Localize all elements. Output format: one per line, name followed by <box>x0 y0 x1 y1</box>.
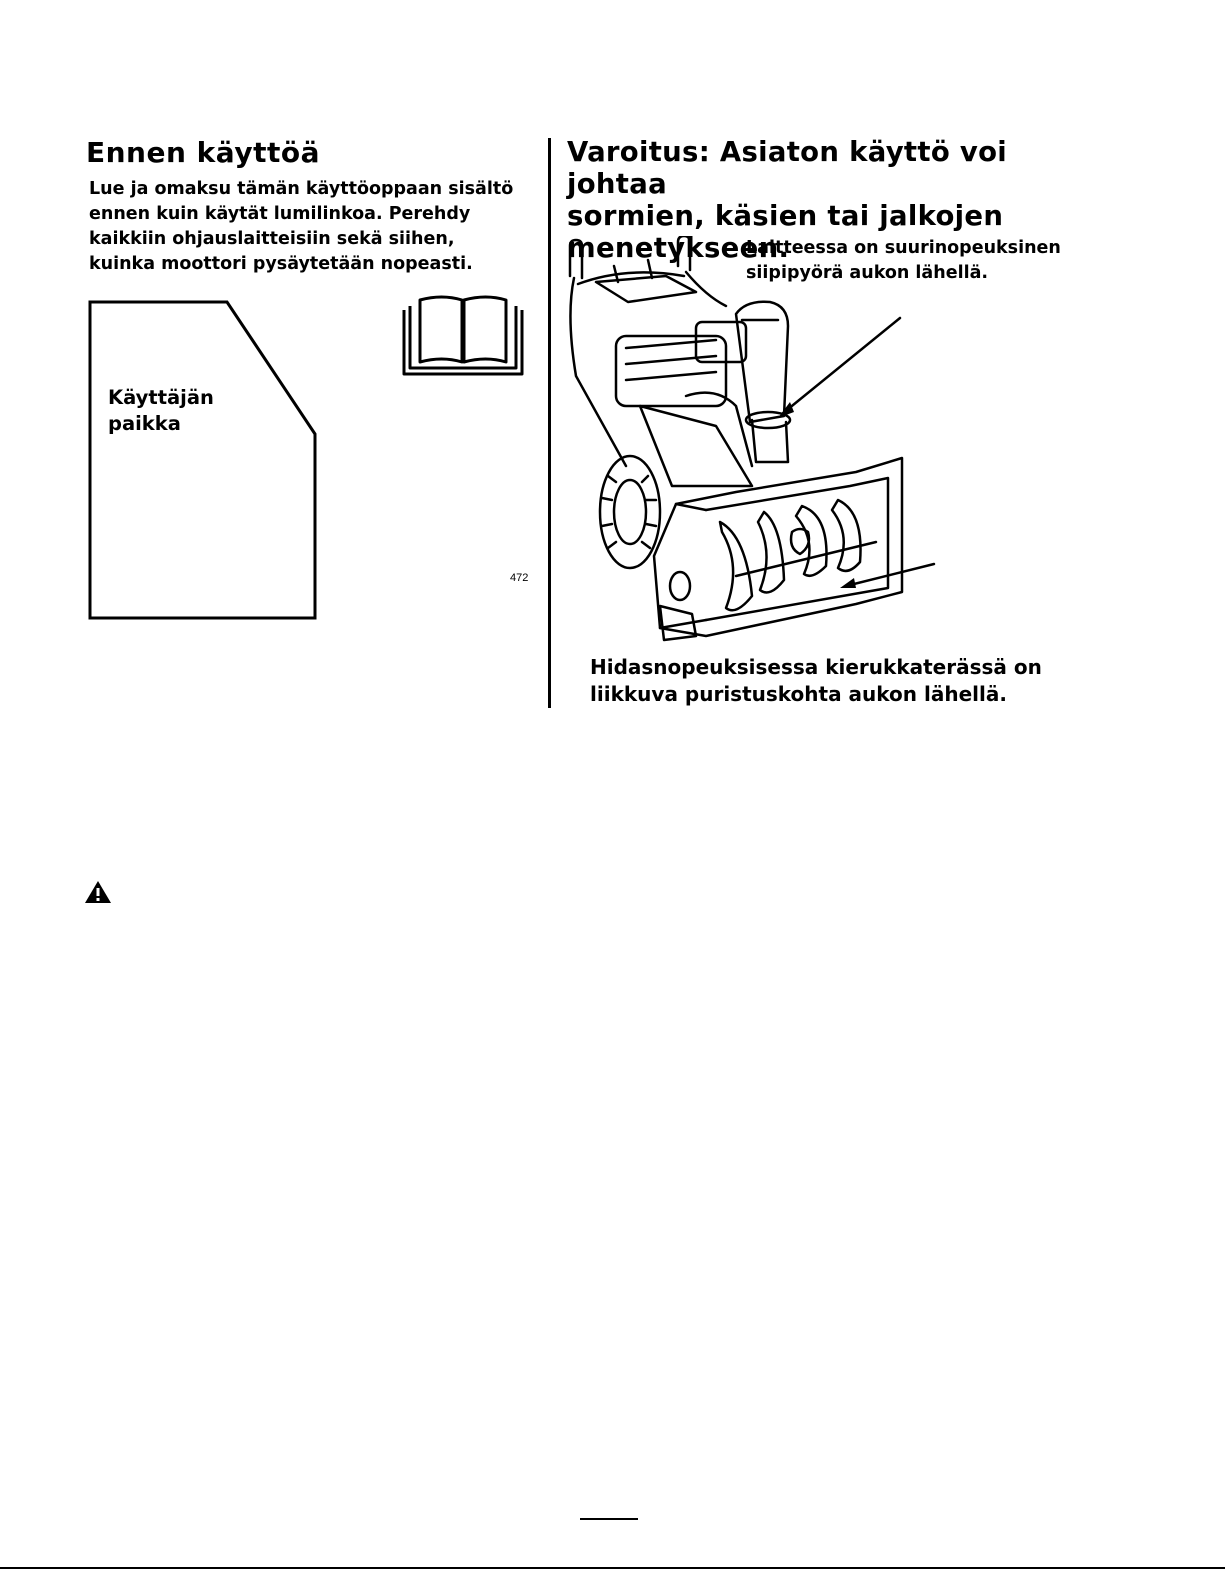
paragraph-line: ennen kuin käytät lumilinkoa. Perehdy <box>89 204 471 224</box>
callout-line: siipipyörä aukon lähellä. <box>746 263 989 283</box>
intro-paragraph <box>89 177 534 277</box>
section-heading-before-use: Ennen käyttöä <box>86 136 320 169</box>
paragraph-line: kuinka moottori pysäytetään nopeasti. <box>89 254 473 274</box>
auger-callout <box>590 654 1070 708</box>
page-number-underline <box>580 1518 638 1520</box>
paragraph-line: Lue ja omaksu tämän käyttöoppaan sisältö <box>89 179 514 199</box>
bottom-rule <box>0 1567 1225 1569</box>
figure-number: 472 <box>510 572 529 584</box>
operator-label-line: paikka <box>108 412 181 435</box>
warning-heading-line: menetykseen. <box>567 232 790 264</box>
paragraph-line: kaikkiin ohjauslaitteisiin sekä siihen, <box>89 229 455 249</box>
warning-triangle-icon <box>84 880 112 904</box>
callout-line: liikkuva puristuskohta aukon lähellä. <box>590 682 1007 706</box>
warning-heading-line: sormien, käsien tai jalkojen <box>567 200 1004 232</box>
warning-heading-line: Varoitus: Asiaton käyttö voi johtaa <box>567 136 1008 200</box>
operator-label-line: Käyttäjän <box>108 386 214 409</box>
snowthrower-illustration <box>556 236 950 656</box>
callout-line: Hidasnopeuksisessa kierukkaterässä on <box>590 655 1042 679</box>
operator-position-outline-icon <box>86 298 321 623</box>
callout-line: Laitteessa on suurinopeuksinen <box>746 238 1061 258</box>
manual-book-icon <box>400 292 526 378</box>
operator-position-label <box>108 385 214 437</box>
column-divider <box>548 138 551 708</box>
